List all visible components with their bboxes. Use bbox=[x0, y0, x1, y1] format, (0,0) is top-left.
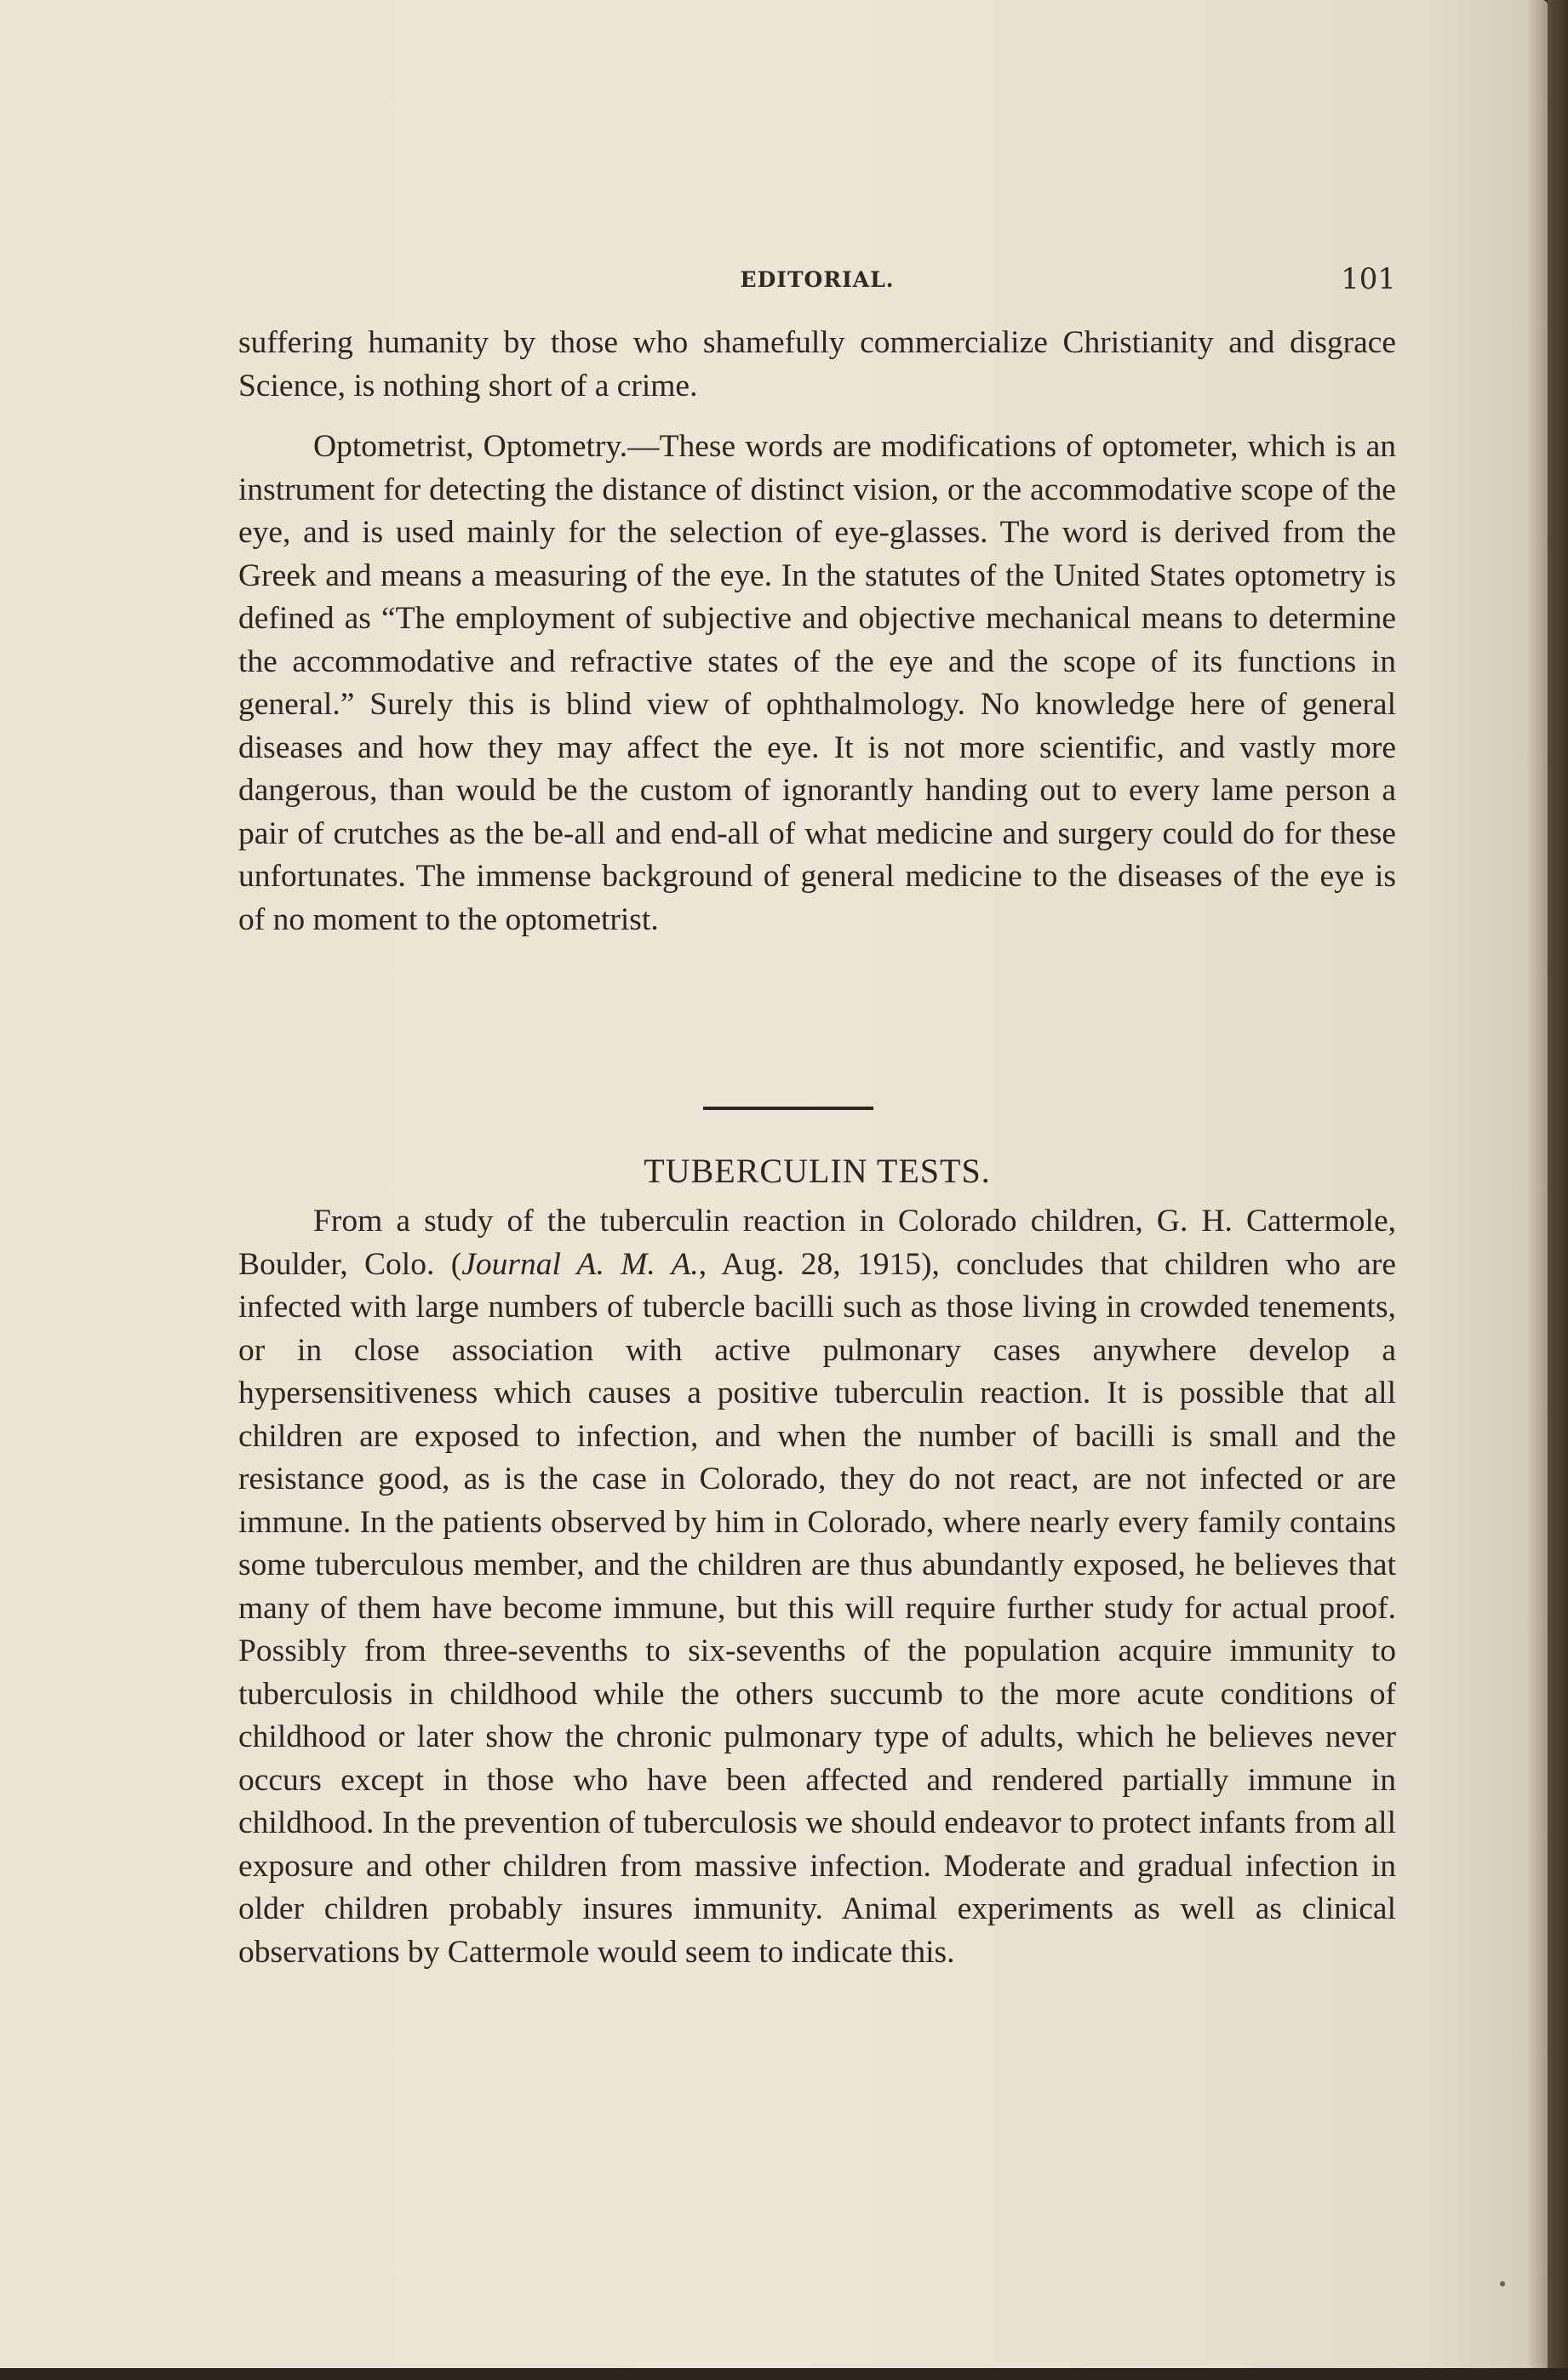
page-speck bbox=[1500, 2281, 1505, 2286]
running-head bbox=[238, 264, 1396, 305]
running-title: EDITORIAL. bbox=[740, 267, 895, 292]
page-shadow bbox=[1527, 0, 1548, 2368]
optometry-text: Optometrist, Optometry.—These words are modifications of optometer, which is an instrument for detecting the distance of distinct vision, or the accommodative scope of the eye, and is used mainly for the selection of eye-glasses. The word is derived from the Greek and means a measuring of the eye. In the statutes of the United States optometry is defined as “The employment of subjective and objective mechanical means to determine the accommodative and refractive states of the eye and the scope of its functions in general.” Surely this is blind view of ophthalmology. No knowledge here of general diseases and how they may affect the eye. It is not more scientific, and vastly more dangerous, than would be the custom of ignorantly handing out to every lame person a pair of crutches as the be-all and end-all of what medicine and surgery could do for these unfortunates. The immense background of general medicine to the diseases of the eye is of no moment to the optometrist. bbox=[238, 429, 1396, 937]
journal-name: Journal A. M. A. bbox=[461, 1246, 699, 1282]
section-title: TUBERCULIN TESTS. bbox=[644, 1152, 991, 1190]
tuberculin-body: , Aug. 28, 1915), concludes that children who are infected with large numbers of tubercle bacilli such as those living in crowded tenements, or in close association with active pulmonary cases anywhere develop a hypersensitiveness which causes a positive tuberculin reaction. It is possible that all children are exposed to infection, and when the number of bacilli is small and the resistance good, as is the case in Colorado, they do not react, are not infected or are immune. In the patients observed by him in Colorado, where nearly every family contains some tuberculous member, and the children are thus abundantly exposed, he believes that many of them have become immune, but this will require further study for actual proof. Possibly from three-sevenths to six-sevenths of the population acquire immunity to tuberculosis in childhood while the others succumb to the more acute conditions of childhood or later show the chronic pulmonary type of adults, which he believes never occurs except in those who have been affected and rendered partially immune in childhood. In the prevention of tuberculosis we should endeavor to protect infants from all exposure and other children from massive infection. Moderate and gradual infection in older children probably insures immunity. Animal experiments as well as clinical observations by Cattermole would seem to indicate this. bbox=[238, 1246, 1396, 1970]
page-edge bbox=[1548, 0, 1568, 2380]
optometry-paragraph bbox=[238, 426, 1396, 941]
section-divider bbox=[703, 1107, 873, 1110]
bottom-edge bbox=[0, 2368, 1568, 2380]
tuberculin-paragraph bbox=[238, 1200, 1396, 1974]
continuation-text: suffering humanity by those who shamefully commercialize Christianity and disgrace Science, is nothing short of a crime. bbox=[238, 325, 1396, 403]
tuberculin-intro: From a study of the tuberculin reaction in Colorado children, G. H. Cattermole, Boulder, Colo. ( bbox=[238, 1204, 1396, 1282]
continuation-paragraph bbox=[238, 322, 1396, 408]
tuberculin-text bbox=[238, 1200, 1396, 1974]
page-number: 101 bbox=[1341, 262, 1396, 296]
